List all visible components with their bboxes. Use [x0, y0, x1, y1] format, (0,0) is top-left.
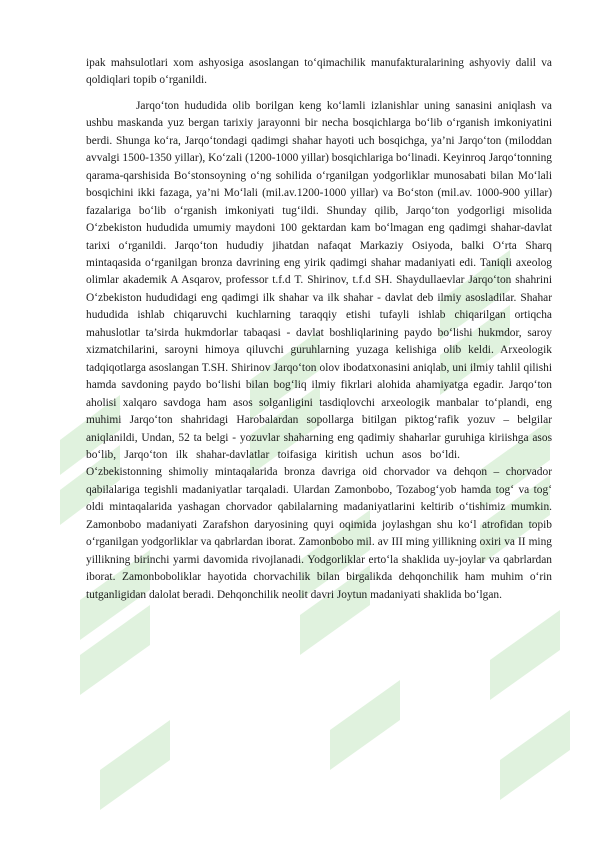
paragraph-1: ipak mahsulotlari xom ashyosiga asoslangan to‘qimachilik manufakturalarining ashyoviy dalil va qoldiqlari topib o‘rganildi.	[86, 57, 552, 87]
body-text	[86, 55, 552, 604]
paragraph-3-text: O‘zbekistonning shimoliy mintaqalarida bronza davriga oid chorvador va dehqon – chorvador qabilalariga tegishli madaniyatlar tarqaladi. Ulardan Zamonbobo, Tozabog‘yob hamda tog‘ va tog‘ oldi mintaqalarida yashagan chorvador qabilalarning madaniyatlarini keltirib o‘tishimiz mumkin. Zamonbobo madaniyati Zarafshon daryosining quyi oqimida joylashgan shu ko‘l atrofidan topib o‘rganilgan yodgorliklar va qabrlardan iborat. Zamonbobo mil. av III ming yillikning oxiri va II ming yillikning birinchi yarmi davomida rivojlanadi. Yodgorliklar erto‘la shaklida uy-joylar va qabrlardan iborat. Zamonboboliklar hayotida chorvachilik bilan birgalikda dehqonchilik ham muhim o‘rin tutganligidan dalolat beradi. Dehqonchilik neolit davri Joytun madaniyati shaklida bo‘lgan.	[86, 466, 552, 601]
paragraph-2	[86, 98, 552, 604]
paragraph-2-text: Jarqo‘ton hududida olib borilgan keng ko‘lamli izlanishlar uning sanasini aniqlash va ushbu maskanda yuz bergan tarixiy jarayonni bir necha bosqichlarga bo‘lib o‘rganish imkoniyatini berdi. Shunga ko‘ra, Jarqo‘tondagi qadimgi shahar hayoti uch bosqichga, ya’ni Jarqo‘ton (miloddan avvalgi 1500-1350 yillar), Ko‘zali (1200-1000 yillar) bosqichlariga bo‘linadi. Keyinroq Jarqo‘tonning qarama-qarshisida Bo‘stonsoyning o‘ng sohilida o‘rganilgan yodgorliklar munosabati bilan Mo‘lali bosqichini ikki fazaga, ya’ni Mo‘lali (mil.av.1200-1000 yillar) va Bo‘ston (mil.av. 1000-900 yillar) fazalariga bo‘lib o‘rganish imkoniyati tug‘ildi. Shunday qilib, Jarqo‘ton yodgorligi misolida O‘zbekiston hududida umumiy maydoni 100 gektardan kam bo‘lmagan eng qadimgi shahar-davlat tarixi o‘rganildi. Jarqo‘ton hududiy jihatdan nafaqat Markaziy Osiyoda, balki O‘rta Sharq mintaqasida o‘rganilgan bronza davrining eng yirik qadimgi shahar madaniyati edi. Taniqli axeolog olimlar akademik A Asqarov, professor t.f.d T. Shirinov, t.f.d SH. Shaydullaevlar Jarqo‘ton shahrini O‘zbekiston hududidagi eng qadimgi ilk shahar va ilk shahar - davlat deb ilmiy asosladilar. Shahar hududida ishlab chiqaruvchi kuchlarning taraqqiy etishi tufayli ishlab chiqarilgan ortiqcha mahuslotlar ta’sirda hukmdorlar tabaqasi - davlat boshliqlarining paydo bo‘lishi hukmdor, saroy xizmatchilarini, saroyni himoya qiluvchi guruhlarning yuzaga kelishiga olib keldi. Arxeologik tadqiqotlarga asoslangan T.SH. Shirinov Jarqo‘ton olov ibodatxonasini aniqlab, uni ilmiy tahlil qilishi hamda savdoning paydo bo‘lishi bilan bog‘liq ilmiy fikrlari alohida ahamiyatga egadir. Jarqo‘ton aholisi xalqaro savdoga ham asos solganligini tasdiqlovchi arxeologik manbalar to‘plandi, eng muhimi Jarqo‘ton shahridagi Harobalardan sopollarga bitilgan piktog‘rafik yozuv – belgilar aniqlanildi, Undan, 52 ta belgi - yozuvlar shaharning eng qadimiy shaharlar guruhiga kiriishga asos bo‘lib, Jarqo‘ton ilk shahar-davlatlar toifasiga kiritish uchun asos bo‘ldi.	[86, 99, 552, 461]
